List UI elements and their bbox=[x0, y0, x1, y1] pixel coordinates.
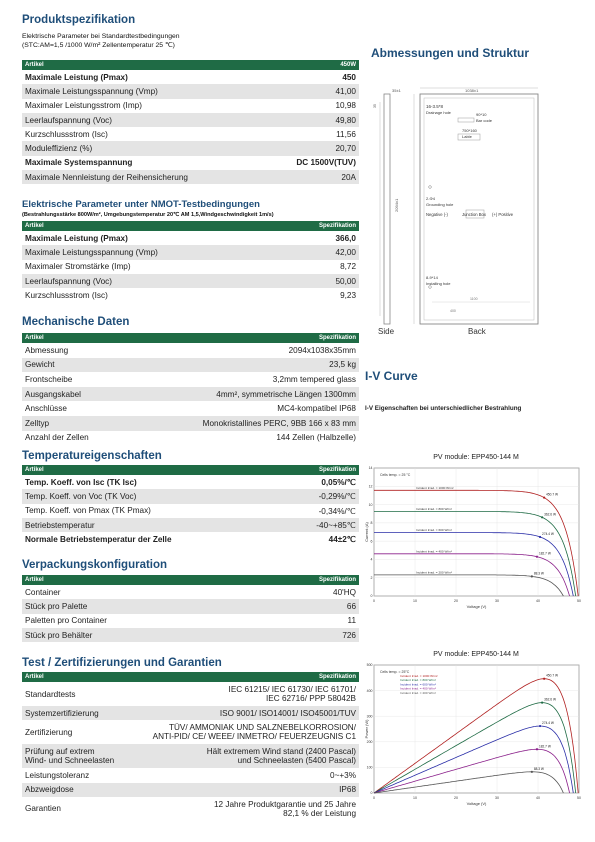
legend-entry: Incident Irrad. = 600 W/m² bbox=[400, 682, 436, 687]
y-tick-label: 500 bbox=[366, 663, 373, 668]
row-value: 3,2mm tempered glass bbox=[272, 374, 356, 384]
iv-subtitle: I-V Eigenschaften bei unterschiedlicher Bestrahlung bbox=[365, 405, 522, 412]
spec-subtitle bbox=[22, 33, 180, 50]
row-value-line1: ISO 9001/ ISO14001/ ISO45001/TUV bbox=[219, 708, 356, 718]
x-tick-label: 40 bbox=[536, 599, 540, 603]
y-tick-label: 200 bbox=[366, 740, 373, 744]
row-value: 20A bbox=[265, 170, 359, 184]
label-label: Lable bbox=[462, 134, 472, 139]
row-value: 23,5 kg bbox=[125, 358, 359, 373]
row-label: Normale Betriebstemperatur der Zelle bbox=[25, 534, 172, 544]
row-value: Monokristallines PERC, 9BB 166 x 83 mm bbox=[125, 416, 359, 431]
x-tick-label: 20 bbox=[454, 796, 458, 800]
row-value-line1: 12 Jahre Produktgarantie und 25 Jahre bbox=[213, 799, 356, 809]
ground-size: 2-Φ4 bbox=[426, 196, 435, 201]
row-value-line2: ANTI-PID/ CE/ WEEE/ INMETRO/ FEUERZEUGNIS C1 bbox=[152, 732, 356, 742]
row-label: Maximale Systemspannung bbox=[25, 158, 133, 168]
row-value: 450 bbox=[342, 72, 356, 82]
row-label: Systemzertifizierung bbox=[22, 706, 127, 720]
row-value bbox=[127, 682, 359, 706]
row-label-line1: Prüfung auf extrem bbox=[25, 747, 95, 757]
mpp-point bbox=[536, 748, 538, 750]
row-label: Leistungstoleranz bbox=[25, 770, 90, 780]
mpp-point bbox=[536, 556, 538, 558]
row-label: Gewicht bbox=[22, 358, 125, 373]
table-row bbox=[22, 614, 359, 628]
y-tick-label: 100 bbox=[366, 765, 373, 770]
barcode-rect bbox=[458, 118, 474, 122]
temp-title: Temperatureigenschaften bbox=[22, 450, 162, 462]
mpp-label: 274.4 W bbox=[542, 531, 554, 536]
table-row bbox=[22, 504, 359, 518]
table-row bbox=[22, 431, 359, 446]
table-row bbox=[22, 720, 359, 744]
x-tick-label: 50 bbox=[577, 599, 581, 603]
row-label: Container bbox=[25, 587, 61, 597]
row-label: Maximale Leistungsspannung (Vmp) bbox=[22, 245, 279, 259]
row-label: Paletten pro Container bbox=[25, 616, 107, 626]
header-left: Artikel bbox=[22, 221, 279, 231]
side-view-frame bbox=[384, 94, 390, 324]
table-row bbox=[22, 532, 359, 546]
series-label: Incident Irrad. = 400 W/m² bbox=[416, 549, 452, 554]
row-label: Garantien bbox=[25, 804, 61, 814]
row-label: Zertifizierung bbox=[25, 727, 73, 737]
mpp-label: 88.3 W bbox=[533, 766, 544, 771]
table-row bbox=[22, 274, 359, 288]
legend-entry: Incident Irrad. = 1000 W/m² bbox=[400, 674, 438, 678]
table-row bbox=[22, 358, 359, 373]
dims-title: Abmessungen und Struktur bbox=[371, 46, 530, 60]
row-value: -0,34%/℃ bbox=[318, 506, 356, 516]
nmot-title: Elektrische Parameter unter NMOT-Testbedingungen bbox=[22, 199, 260, 210]
table-row bbox=[22, 260, 359, 274]
row-label: Abmessung bbox=[25, 345, 69, 355]
back-label: Back bbox=[468, 327, 486, 336]
table-row bbox=[22, 628, 359, 642]
legend-entry: Incident Irrad. = 800 W/m² bbox=[400, 678, 436, 683]
label-size: 750*160 bbox=[462, 128, 477, 133]
table-row bbox=[22, 401, 359, 416]
junction-label: Junction Box bbox=[462, 212, 486, 217]
grounding-hole bbox=[429, 186, 432, 189]
y-tick-label: 14 bbox=[368, 466, 373, 471]
row-value: 11,56 bbox=[336, 129, 356, 139]
x-tick-label: 0 bbox=[373, 796, 375, 800]
chart-note: Cells temp. = 25 °C bbox=[380, 473, 411, 477]
mpp-point bbox=[543, 678, 545, 680]
row-label: Kurzschlussstrom (Isc) bbox=[25, 129, 108, 139]
row-label: Zelltyp bbox=[22, 416, 125, 431]
row-label: Betriebstemperatur bbox=[22, 518, 281, 532]
row-value: 50,00 bbox=[279, 274, 359, 288]
row-label: Standardtests bbox=[25, 689, 76, 699]
table-row bbox=[22, 783, 359, 797]
table-row bbox=[22, 70, 359, 84]
table-row bbox=[22, 231, 359, 245]
drain-label: Drainage hole bbox=[426, 110, 451, 115]
row-label: Temp. Koeff. von Voc (TK Voc) bbox=[22, 489, 281, 503]
table-header bbox=[22, 60, 359, 70]
x-tick-label: 20 bbox=[454, 599, 458, 603]
install-label: Installing hole bbox=[426, 281, 451, 286]
chart-note: Cells temp. = 25°C bbox=[380, 670, 410, 674]
header-left: Artikel bbox=[22, 575, 248, 585]
row-value bbox=[127, 768, 359, 782]
pack-title: Verpackungskonfiguration bbox=[22, 559, 168, 571]
table-header bbox=[22, 575, 359, 585]
legend-entry: Incident Irrad. = 200 W/m² bbox=[400, 690, 436, 695]
install-size: 8-9*14 bbox=[426, 275, 438, 280]
header-right: Spezifikation bbox=[279, 221, 359, 231]
y-tick-label: 8 bbox=[370, 521, 373, 526]
row-value: 4mm², symmetrische Längen 1300mm bbox=[125, 387, 359, 402]
nmot-subtitle: (Bestrahlungsstärke 800W/m², Umgebungstemperatur 20℃ AM 1,5,Windgeschwindigkeit 1m/s) bbox=[22, 212, 274, 218]
row-label: Moduleffizienz (%) bbox=[22, 141, 265, 155]
mech-title: Mechanische Daten bbox=[22, 316, 130, 328]
x-tick-label: 50 bbox=[577, 796, 581, 800]
row-value: 9,23 bbox=[340, 290, 356, 300]
table-row bbox=[22, 518, 359, 532]
row-label-line2: Wind- und Schneelasten bbox=[25, 756, 115, 766]
width-dim-label: 1038±1 bbox=[465, 88, 479, 93]
header-left: Artikel bbox=[22, 333, 125, 343]
y-tick-label: 10 bbox=[368, 502, 373, 507]
row-value bbox=[127, 720, 359, 744]
table-row bbox=[22, 127, 359, 141]
x-axis-label: Voltage (V) bbox=[466, 604, 487, 609]
table-row bbox=[22, 797, 359, 821]
chart-title: PV module: EPP450-144 M bbox=[433, 454, 519, 461]
row-label: Anschlüsse bbox=[25, 404, 67, 414]
y-tick-label: 0 bbox=[370, 594, 373, 599]
y-axis-label: Power (W) bbox=[364, 719, 369, 739]
row-value: 66 bbox=[248, 599, 359, 613]
table-row bbox=[22, 245, 359, 259]
row-value: 2094x1038x35mm bbox=[288, 345, 356, 355]
mpp-point bbox=[539, 725, 541, 727]
y-tick-label: 12 bbox=[368, 484, 373, 489]
row-label: Maximale Nennleistung der Reihensicherung bbox=[22, 170, 265, 184]
row-value bbox=[127, 744, 359, 768]
table-row bbox=[22, 84, 359, 98]
y-tick-label: 0 bbox=[370, 791, 373, 796]
mpp-label: 450.7 W bbox=[546, 673, 559, 678]
series-label: Incident Irrad. = 1000 W/m² bbox=[416, 485, 454, 490]
x-tick-label: 30 bbox=[495, 796, 499, 800]
barcode-size: 90*10 bbox=[476, 112, 487, 117]
table-row bbox=[22, 682, 359, 706]
negative-label: Negative (-) bbox=[426, 212, 448, 217]
row-value-line1: TÜV/ AMMONIAK UND SALZNEBELKORROSION/ bbox=[169, 723, 356, 733]
row-value: MC4-kompatibel IP68 bbox=[277, 404, 356, 414]
header-left: Artikel bbox=[22, 465, 281, 475]
row-label: Maximale Leistung (Pmax) bbox=[25, 72, 128, 82]
table-row bbox=[22, 372, 359, 387]
iv-current-chart bbox=[364, 450, 589, 615]
header-right: Spezifikation bbox=[125, 333, 359, 343]
mpp-point bbox=[539, 536, 541, 538]
temp-table bbox=[22, 465, 359, 546]
row-value-line1: IP68 bbox=[339, 785, 356, 795]
table-header bbox=[22, 672, 359, 682]
pack-table bbox=[22, 575, 359, 642]
x-tick-label: 10 bbox=[413, 599, 417, 603]
cert-title: Test / Zertifizierungen und Garantien bbox=[22, 657, 222, 669]
row-value bbox=[127, 783, 359, 797]
row-value-line2: 82,1 % der Leistung bbox=[283, 808, 356, 818]
mpp-label: 450.7 W bbox=[546, 492, 559, 497]
row-value: 11 bbox=[347, 616, 356, 626]
row-label bbox=[22, 744, 127, 768]
spec-subtitle-line1: Elektrische Parameter bei Standardtestbedingungen bbox=[22, 33, 180, 40]
ground-label: Grounding hole bbox=[426, 202, 454, 207]
table-header bbox=[22, 465, 359, 475]
x-tick-label: 0 bbox=[373, 599, 375, 603]
nmot-table bbox=[22, 221, 359, 302]
series-label: Incident Irrad. = 600 W/m² bbox=[416, 528, 452, 533]
series-label: Incident Irrad. = 800 W/m² bbox=[416, 506, 452, 511]
table-row bbox=[22, 475, 359, 489]
header-left: Artikel bbox=[22, 60, 265, 70]
drain-size: 16-3.5*8 bbox=[426, 104, 444, 109]
x-tick-label: 30 bbox=[495, 599, 499, 603]
row-value: 0,05%/℃ bbox=[321, 478, 356, 488]
y-tick-label: 2 bbox=[370, 575, 373, 580]
row-value: DC 1500V(TUV) bbox=[296, 158, 356, 168]
installing-hole bbox=[429, 286, 432, 289]
row-value: 41,00 bbox=[265, 84, 359, 98]
barcode-label: Bar code bbox=[476, 118, 493, 123]
module-drawing bbox=[370, 82, 550, 340]
table-header bbox=[22, 221, 359, 231]
row-label: Kurzschlussstrom (Isc) bbox=[25, 290, 108, 300]
row-value-line2: und Schneelasten (5400 Pascal) bbox=[237, 756, 356, 766]
mpp-point bbox=[543, 497, 545, 499]
spec-table bbox=[22, 60, 359, 184]
table-row bbox=[22, 585, 359, 599]
legend-entry: Incident Irrad. = 400 W/m² bbox=[400, 686, 436, 691]
row-value bbox=[127, 706, 359, 720]
table-row bbox=[22, 416, 359, 431]
y-tick-label: 300 bbox=[366, 714, 373, 719]
header-left: Artikel bbox=[22, 672, 127, 682]
table-row bbox=[22, 706, 359, 720]
row-label: Abzweigdose bbox=[22, 783, 127, 797]
mpp-label: 182.7 W bbox=[538, 551, 551, 556]
row-label: Temp. Koeff. von Isc (TK Isc) bbox=[25, 477, 137, 487]
row-value: 42,00 bbox=[279, 245, 359, 259]
row-value bbox=[127, 797, 359, 821]
y-tick-label: 6 bbox=[370, 539, 373, 544]
depth-dim-label: 35±1 bbox=[392, 88, 401, 93]
row-value-line1: Hält extremem Wind stand (2400 Pascal) bbox=[206, 747, 356, 757]
row-value-line2: IEC 62716/ PPP 58042B bbox=[266, 694, 356, 703]
table-row bbox=[22, 387, 359, 402]
row-label: Leerlaufspannung (Voc) bbox=[22, 274, 279, 288]
mpp-label: 362.6 W bbox=[544, 697, 556, 702]
c1-label: 1100 bbox=[470, 297, 478, 301]
table-row bbox=[22, 99, 359, 113]
header-right: Spezifikation bbox=[281, 465, 359, 475]
table-row bbox=[22, 744, 359, 768]
row-label: Ausgangskabel bbox=[22, 387, 125, 402]
header-right: Spezifikation bbox=[127, 672, 359, 682]
row-value: 44±2℃ bbox=[328, 535, 356, 545]
table-row bbox=[22, 768, 359, 782]
row-value: 8,72 bbox=[340, 262, 356, 272]
back-view-frame bbox=[420, 94, 538, 324]
row-label: Maximale Leistung (Pmax) bbox=[25, 233, 128, 243]
row-value: 144 Zellen (Halbzelle) bbox=[276, 433, 356, 443]
mpp-point bbox=[531, 771, 533, 773]
back-view-inner bbox=[424, 98, 534, 320]
table-row bbox=[22, 156, 359, 170]
side-label: Side bbox=[378, 327, 395, 336]
row-value: -0,29%/℃ bbox=[281, 489, 359, 503]
row-value: 40'HQ bbox=[333, 587, 356, 597]
series-label: Incident Irrad. = 200 W/m² bbox=[416, 570, 452, 575]
row-label: Maximaler Leistungsstrom (Imp) bbox=[25, 101, 142, 111]
mech-table bbox=[22, 333, 359, 445]
row-label: Anzahl der Zellen bbox=[25, 433, 89, 443]
table-row bbox=[22, 599, 359, 613]
table-row bbox=[22, 170, 359, 184]
c2-label: 400 bbox=[450, 309, 456, 313]
row-label: Leerlaufspannung (Voc) bbox=[22, 113, 265, 127]
table-row bbox=[22, 288, 359, 302]
row-value: 10,98 bbox=[335, 101, 356, 111]
cert-table bbox=[22, 672, 359, 821]
row-value: 49,80 bbox=[265, 113, 359, 127]
height-dim-label: 2094±1 bbox=[394, 198, 399, 212]
row-value: 366,0 bbox=[335, 233, 356, 243]
positive-label: (+) Positive bbox=[492, 212, 514, 217]
x-tick-label: 10 bbox=[413, 796, 417, 800]
spec-title: Produktspezifikation bbox=[22, 14, 136, 26]
table-row bbox=[22, 141, 359, 155]
row-value-line1: IEC 61215/ IEC 61730/ IEC 61701/ bbox=[228, 685, 356, 694]
row-label: Frontscheibe bbox=[25, 374, 73, 384]
row-label: Maximaler Stromstärke (Imp) bbox=[25, 262, 131, 272]
row-label: Maximale Leistungsspannung (Vmp) bbox=[22, 84, 265, 98]
x-axis-label: Voltage (V) bbox=[466, 801, 487, 806]
mpp-point bbox=[531, 575, 533, 577]
table-row bbox=[22, 489, 359, 503]
row-value: -40~+85℃ bbox=[281, 518, 359, 532]
mpp-label: 362.6 W bbox=[544, 512, 556, 517]
iv-title: I-V Curve bbox=[365, 369, 418, 383]
y-tick-label: 400 bbox=[366, 688, 373, 693]
header-right: 450W bbox=[265, 60, 359, 70]
chart-title: PV module: EPP450-144 M bbox=[433, 651, 519, 658]
table-row bbox=[22, 343, 359, 358]
row-label: Stück pro Palette bbox=[22, 599, 248, 613]
header-right: Spezifikation bbox=[248, 575, 359, 585]
table-header bbox=[22, 333, 359, 343]
mpp-point bbox=[541, 516, 543, 518]
row-label: Stück pro Behälter bbox=[22, 628, 248, 642]
spec-subtitle-line2: (STC:AM=1,5 /1000 W/m² Zellentemperatur 25 ℃) bbox=[22, 41, 175, 49]
row-label: Temp. Koeff. von Pmax (TK Pmax) bbox=[25, 506, 151, 516]
side-depth-label: 35 bbox=[373, 104, 377, 108]
row-value: 20,70 bbox=[265, 141, 359, 155]
mpp-label: 182.7 W bbox=[538, 744, 551, 749]
mpp-label: 274.4 W bbox=[542, 721, 554, 726]
table-row bbox=[22, 113, 359, 127]
mpp-point bbox=[541, 702, 543, 704]
iv-power-chart bbox=[364, 647, 589, 812]
y-tick-label: 4 bbox=[370, 557, 373, 562]
mpp-label: 88.3 W bbox=[533, 571, 544, 576]
row-value-line1: 0~+3% bbox=[330, 770, 356, 780]
row-value: 726 bbox=[248, 628, 359, 642]
y-axis-label: Current (A) bbox=[364, 522, 369, 542]
x-tick-label: 40 bbox=[536, 796, 540, 800]
